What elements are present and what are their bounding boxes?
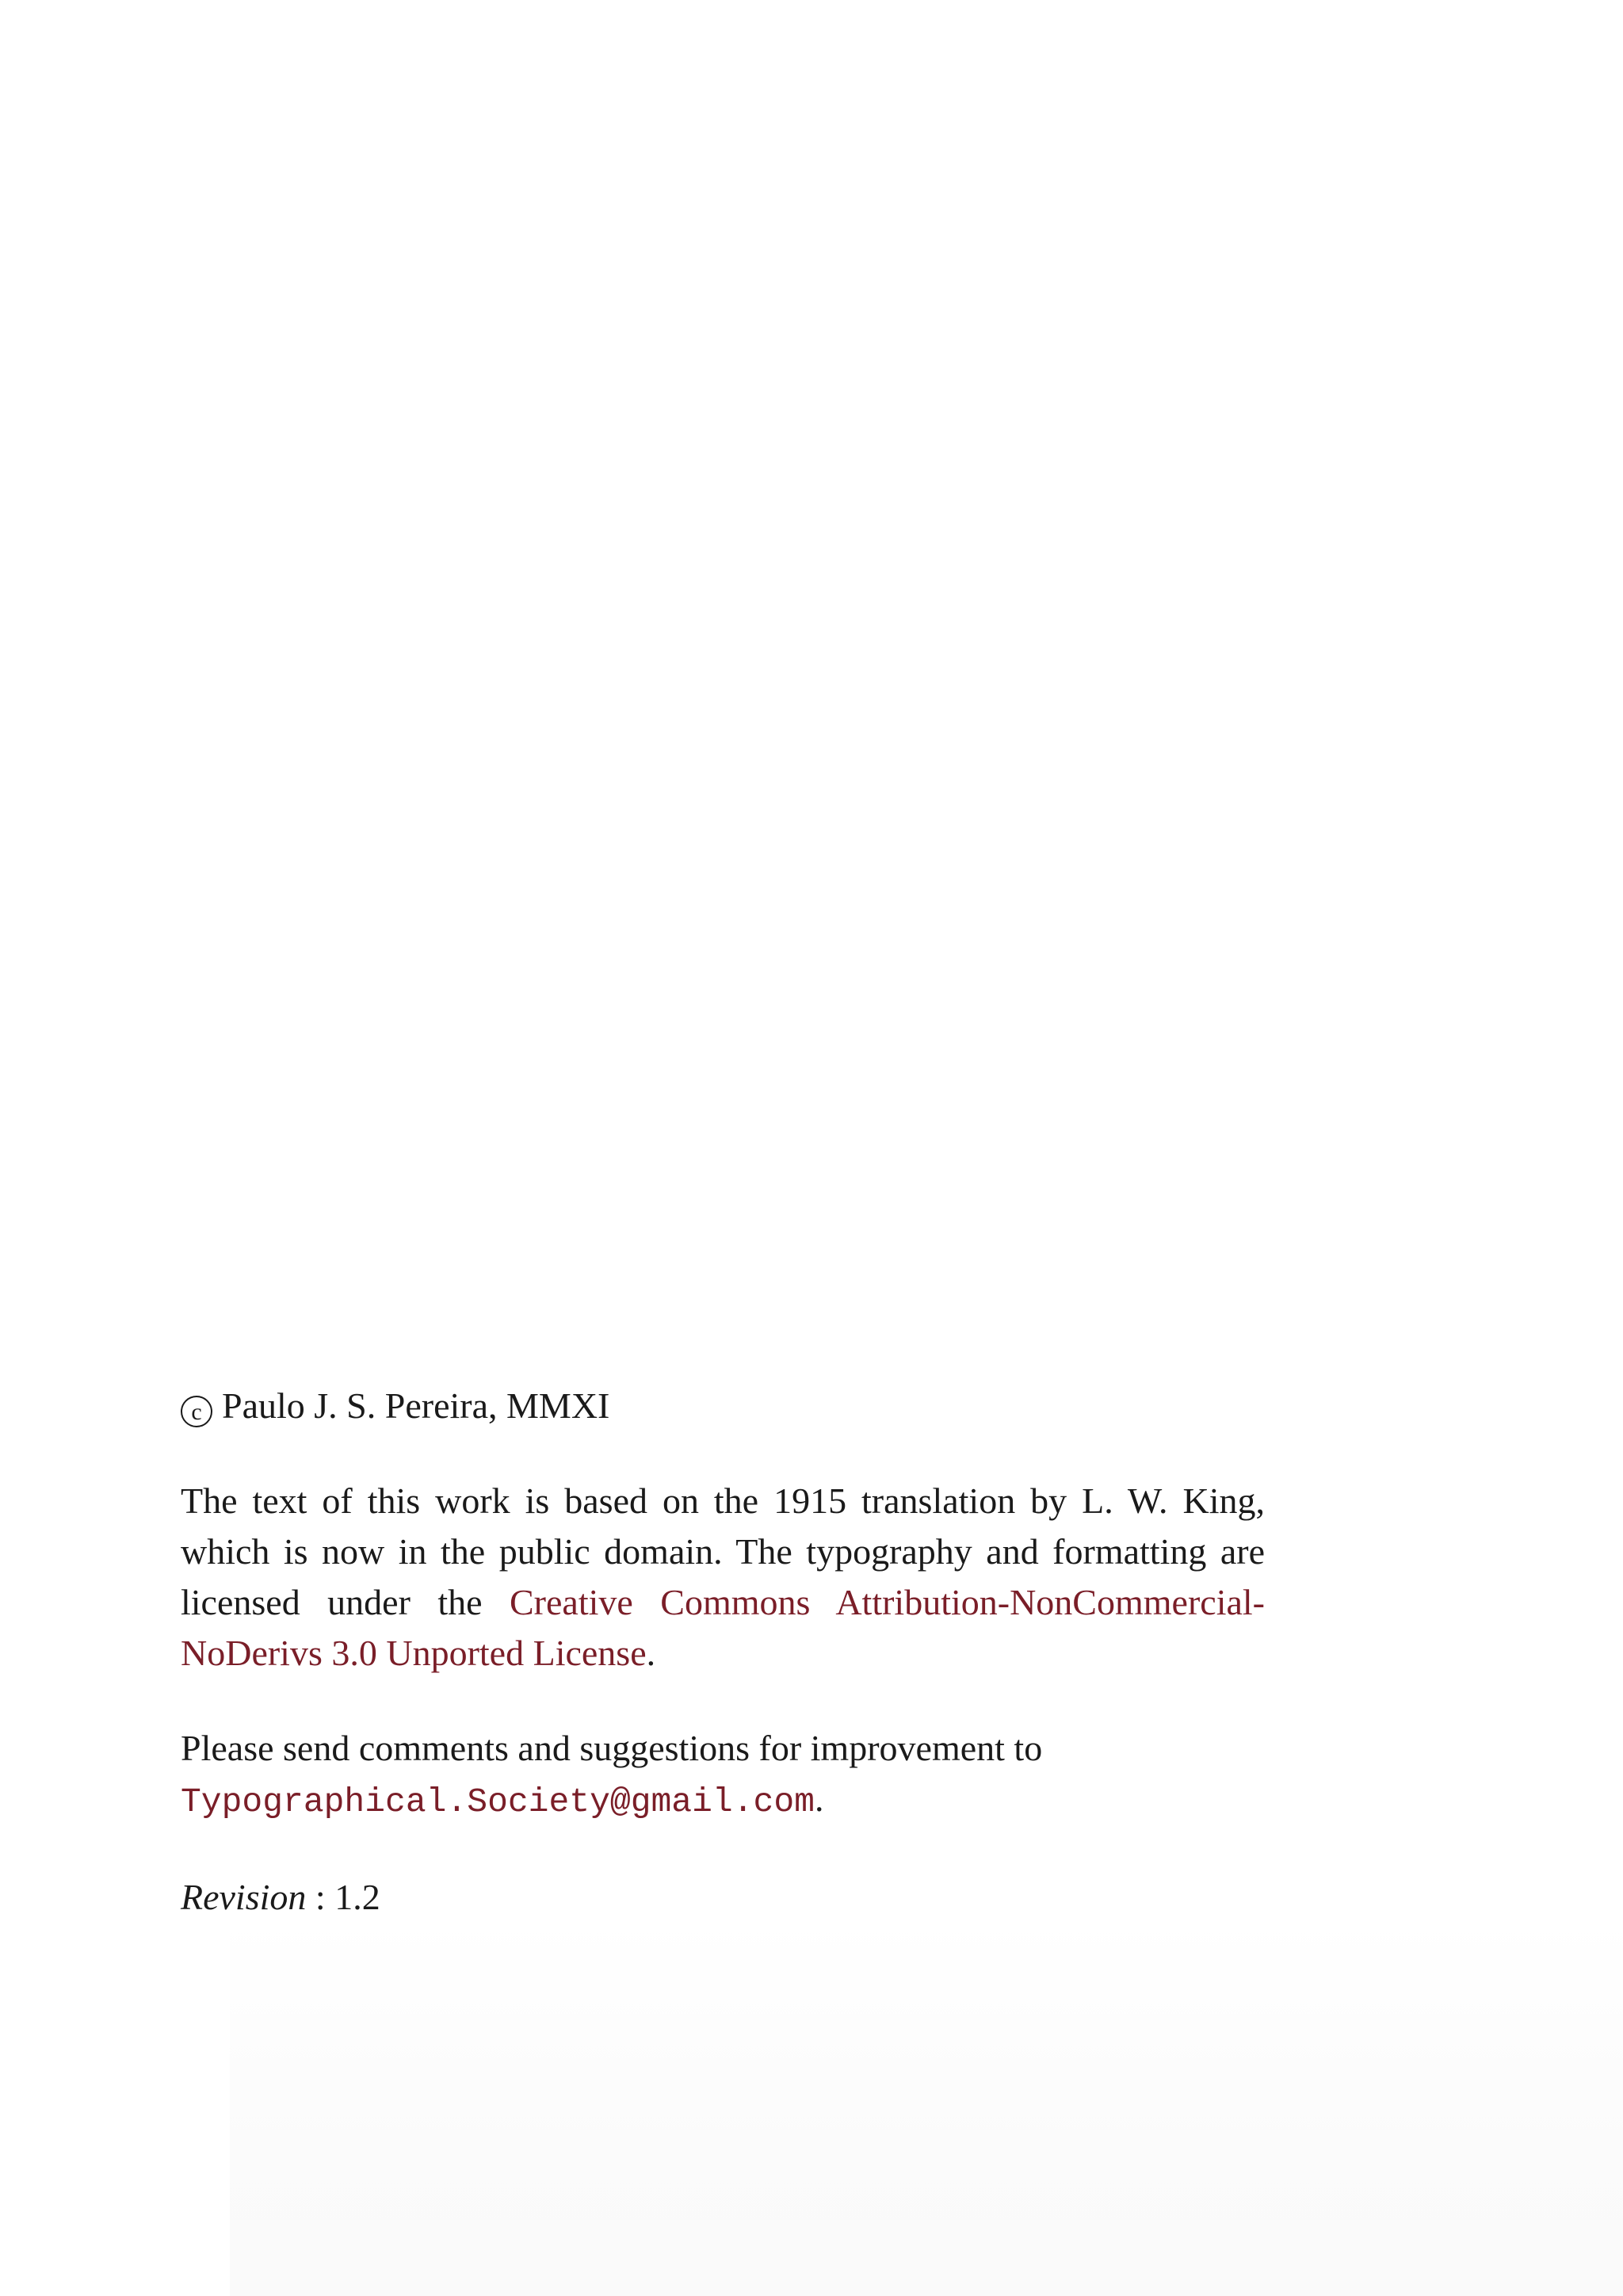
license-text: The text of this work is based on the 1915 translation by L. W. King, which is now in the public domain. The typography and formatting are licensed under the xyxy=(181,1480,1265,1622)
license-link[interactable]: Creative Commons Attribution-NonCommercial-NoDerivs 3.0 Unported License xyxy=(181,1582,1265,1673)
revision-label: Revision xyxy=(181,1877,307,1917)
feedback-paragraph xyxy=(181,1723,1265,1828)
license-period: . xyxy=(646,1633,656,1673)
email-link[interactable]: Typographical.Society@gmail.com xyxy=(181,1782,815,1821)
copyright-icon: c xyxy=(181,1396,212,1427)
feedback-text: Please send comments and suggestions for improvement to xyxy=(181,1728,1043,1768)
copyright-line xyxy=(181,1381,1265,1431)
revision-line xyxy=(181,1872,1265,1923)
revision-separator: : xyxy=(306,1877,335,1917)
colophon xyxy=(181,1381,1265,1923)
feedback-period: . xyxy=(814,1778,824,1819)
license-paragraph xyxy=(181,1476,1265,1679)
revision-value: 1.2 xyxy=(334,1877,380,1917)
page-shadow xyxy=(230,1918,1623,2296)
copyright-text: Paulo J. S. Pereira, MMXI xyxy=(222,1385,610,1426)
